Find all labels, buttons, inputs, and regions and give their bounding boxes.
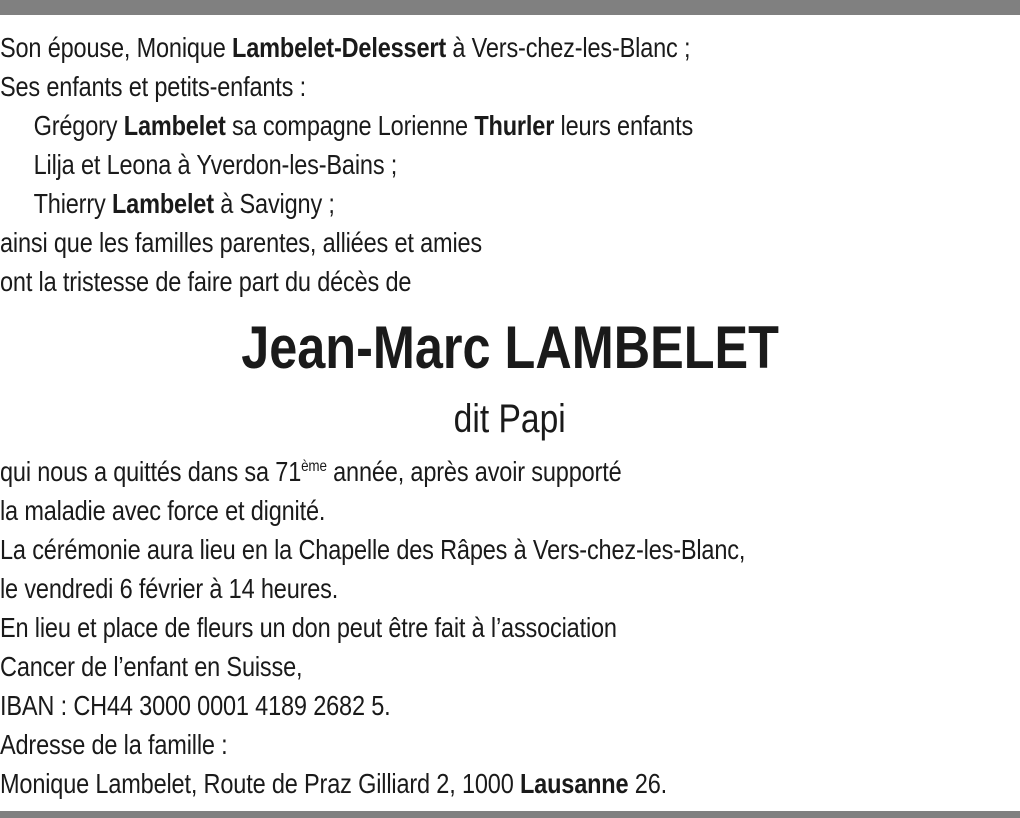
spouse-text: Son épouse, Monique [0, 32, 233, 63]
ceremony-place-line: La cérémonie aura lieu en la Chapelle des Râpes à Vers-chez-les-Blanc, [0, 534, 746, 565]
child-firstname: Grégory [33, 110, 124, 141]
spouse-surname: Lambelet [232, 32, 334, 63]
charity-name-line: Cancer de l’enfant en Suisse, [0, 651, 303, 682]
child-surname: Lambelet [111, 188, 214, 219]
surname-hyphen: - [333, 32, 342, 63]
ceremony-date-line: le vendredi 6 février à 14 heures. [0, 573, 339, 604]
iban-line: IBAN : CH44 3000 0001 4189 2682 5. [0, 690, 391, 721]
announcement-line: ont la tristesse de faire part du décès de [0, 266, 412, 297]
child-surname: Lambelet [123, 110, 226, 141]
deceased-name [0, 312, 1020, 384]
deceased-nickname [0, 394, 1020, 444]
address-city: Lausanne [519, 768, 629, 799]
spouse-location: à Vers-chez-les-Blanc ; [446, 32, 691, 63]
partner-surname: Thurler [474, 110, 555, 141]
family-address-heading: Adresse de la famille : [0, 729, 228, 760]
child-location: à Savigny ; [213, 188, 335, 219]
illness-line: la maladie avec force et dignité. [0, 495, 326, 526]
partner-text: sa compagne Lorienne [225, 110, 475, 141]
age-text: qui nous a quittés dans sa 71 [0, 456, 302, 487]
families-line: ainsi que les familles parentes, alliées et amies [0, 227, 483, 258]
ordinal-suffix: ème [301, 458, 327, 475]
top-border-rule [0, 0, 1020, 15]
children-heading: Ses enfants et petits-enfants : [0, 71, 306, 102]
grandchildren-text: leurs enfants [554, 110, 694, 141]
family-address-line [0, 764, 857, 803]
family-announcement [0, 28, 857, 301]
address-suffix: 26. [628, 768, 667, 799]
deceased-nickname-text: dit Papi [453, 397, 567, 441]
age-line [0, 452, 857, 491]
child-firstname: Thierry [33, 188, 112, 219]
child-thierry-line [0, 184, 857, 223]
address-text: Monique Lambelet, Route de Praz Gilliard 2, 1000 [0, 768, 520, 799]
deceased-name-text: Jean-Marc LAMBELET [241, 314, 779, 381]
child-gregory-line [0, 106, 857, 145]
spouse-maiden-name: Delessert [341, 32, 447, 63]
grandchildren-line: Lilja et Leona à Yverdon-les-Bains ; [33, 149, 398, 180]
age-text-continued: année, après avoir supporté [326, 456, 622, 487]
donation-line: En lieu et place de fleurs un don peut être fait à l’association [0, 612, 617, 643]
obituary-details [0, 452, 857, 803]
spouse-line [0, 28, 857, 67]
bottom-border-rule [0, 811, 1020, 818]
